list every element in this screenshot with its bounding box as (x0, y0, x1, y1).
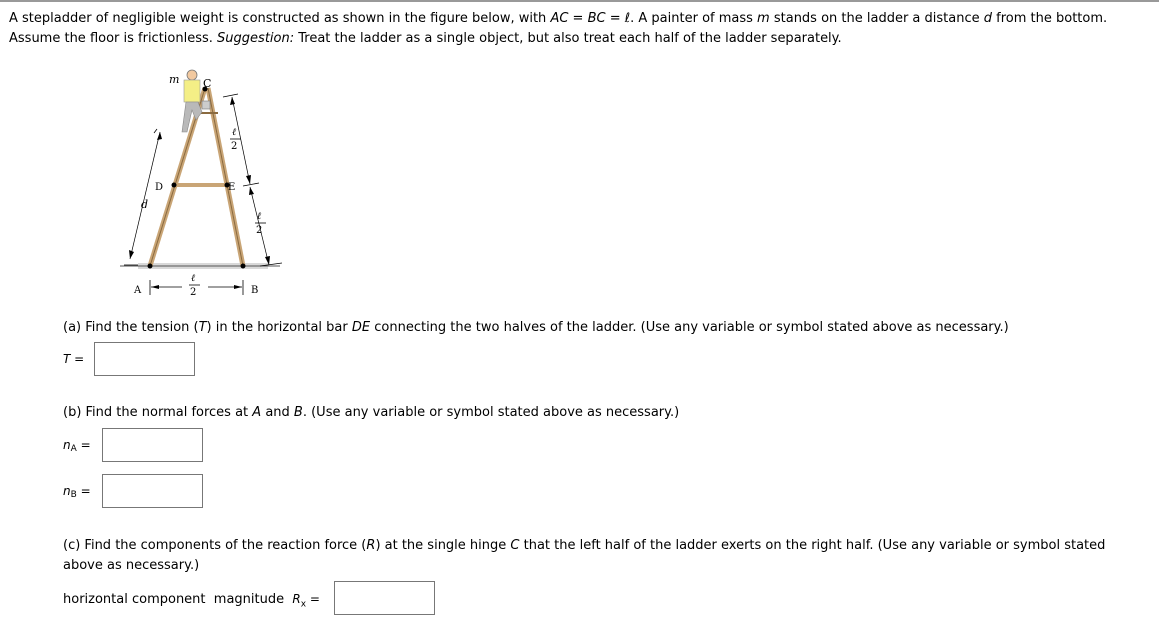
problem-ac: AC (550, 11, 569, 26)
problem-d: d (983, 11, 993, 26)
bottom-arrow-right (234, 285, 242, 289)
painter-head (187, 70, 197, 80)
na-label (63, 438, 91, 454)
label-e: E (228, 182, 236, 193)
part-b-a: A (252, 405, 262, 420)
problem-eq-1: = (568, 11, 588, 26)
rx-eq: = (309, 592, 320, 606)
problem-m: m (757, 11, 770, 26)
normal-force-a-input[interactable] (102, 428, 203, 462)
frac-lower-num: ℓ (257, 211, 262, 222)
nb-subscript: B (70, 490, 77, 500)
problem-bc: BC (587, 11, 606, 26)
top-divider (0, 0, 1159, 2)
part-a-text-2: ) in the horizontal bar (206, 320, 352, 335)
label-b: B (251, 285, 259, 296)
right-leg-edge (208, 88, 243, 266)
label-c: C (203, 77, 212, 90)
painter-shirt (184, 80, 200, 102)
na-eq: = (80, 438, 91, 452)
rx-subscript: x (300, 599, 307, 610)
frac-upper-den: 2 (231, 141, 238, 152)
part-a-t: T (198, 320, 207, 335)
point-a (148, 264, 153, 269)
part-b-question (63, 403, 679, 423)
frac-bottom-num: ℓ (191, 273, 196, 284)
dim-arrow-3 (249, 187, 254, 195)
frac-upper-num: ℓ (232, 127, 237, 138)
part-c-text-2: ) at the single hinge (375, 538, 511, 553)
problem-text-4: from the bottom. Assume the floor is frictionless. (9, 11, 1108, 46)
frac-bottom-den: 2 (190, 287, 197, 298)
part-a-question (63, 318, 1009, 338)
part-c-c: C (510, 538, 520, 553)
d-arrow-bottom (129, 250, 134, 259)
normal-force-b-input[interactable] (102, 474, 203, 508)
problem-text-3: stands on the ladder a distance (769, 11, 984, 26)
suggestion-text: Treat the ladder as a single object, but also treat each half of the ladder separately. (294, 31, 842, 46)
label-m: m (169, 73, 180, 86)
stepladder-diagram (110, 62, 290, 310)
part-a-de: DE (351, 320, 371, 335)
part-c-r: R (366, 538, 376, 553)
d-tick-top (154, 129, 157, 133)
part-b-b: B (293, 405, 303, 420)
nb-symbol: n (63, 484, 71, 498)
part-b-text-2: . (Use any variable or symbol stated above as necessary.) (302, 405, 680, 420)
nb-eq: = (80, 484, 91, 498)
problem-statement (9, 9, 1149, 49)
problem-text-2: . A painter of mass (630, 11, 758, 26)
rx-symbol-group (292, 592, 320, 610)
frac-lower-den: 2 (256, 225, 263, 236)
label-d-point: D (155, 182, 164, 193)
label-a: A (134, 285, 142, 296)
rx-label (63, 589, 320, 614)
horizontal-component-label: horizontal component (63, 592, 206, 607)
part-c-text-1: (c) Find the components of the reaction force ( (63, 538, 367, 553)
na-symbol: n (63, 438, 71, 452)
rx-symbol: R (292, 592, 301, 606)
part-c-question (63, 536, 1143, 576)
paint-can (202, 101, 210, 109)
point-d (172, 183, 177, 188)
rx-answer-input[interactable] (334, 581, 435, 615)
tension-label-text: T = (63, 352, 85, 366)
part-b-and: and (261, 405, 294, 420)
tension-answer-input[interactable] (94, 342, 195, 376)
magnitude-label: magnitude (213, 592, 285, 607)
part-a-text-3: connecting the two halves of the ladder. (Use any variable or symbol stated above as necessary.) (370, 320, 1009, 335)
nb-label (63, 484, 91, 500)
part-a-text-1: (a) Find the tension ( (63, 320, 199, 335)
bottom-arrow-left (151, 285, 159, 289)
part-c-text-3: that the left half of the ladder exerts on the right half. (Use any variable or symbol stated above as necessary.) (63, 538, 1106, 573)
dim-tick-top (223, 94, 238, 97)
dim-arrow-1 (230, 97, 235, 105)
tension-label (63, 352, 84, 366)
suggestion-label: Suggestion: (217, 31, 295, 46)
dim-arrow-2 (246, 175, 251, 184)
problem-eq-2: = (605, 11, 625, 26)
point-b (241, 264, 246, 269)
problem-ell: ℓ (624, 11, 631, 26)
dim-tick-mid (243, 183, 259, 186)
na-subscript: A (70, 444, 77, 454)
part-b-text-1: (b) Find the normal forces at (63, 405, 253, 420)
problem-text-1: A stepladder of negligible weight is constructed as shown in the figure below, with (9, 11, 551, 26)
stepladder-figure (110, 62, 290, 310)
label-d-distance: d (141, 198, 149, 211)
